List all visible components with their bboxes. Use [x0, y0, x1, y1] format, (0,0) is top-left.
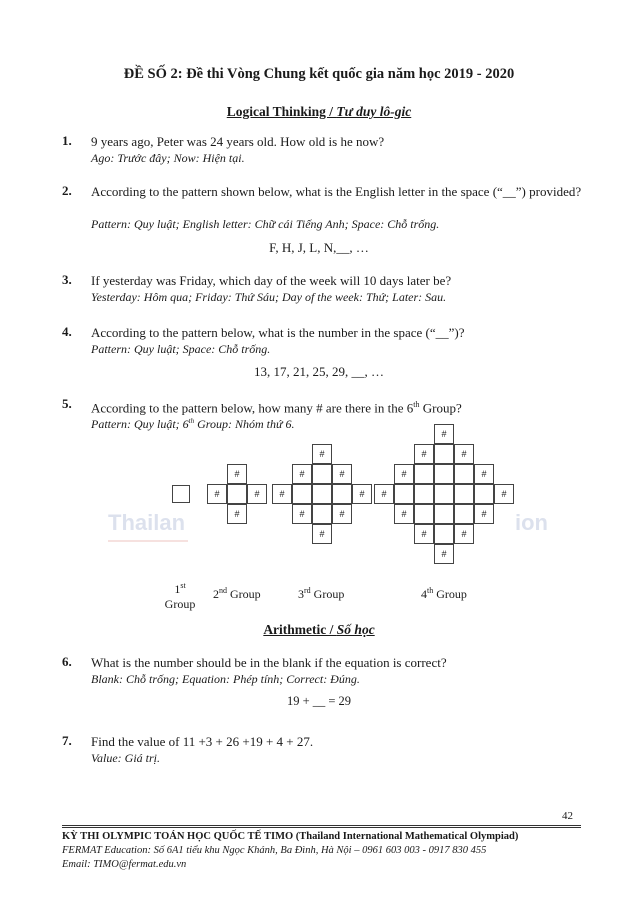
- question-4-text: According to the pattern below, what is the number in the space (“__”)?: [91, 325, 465, 340]
- group-3-label: [298, 586, 344, 602]
- empty-cell: [434, 444, 454, 464]
- question-7-text: Find the value of 11 +3 + 26 +19 + 4 + 27.: [91, 734, 314, 749]
- empty-cell: [394, 484, 414, 504]
- group-2-sup: nd: [219, 586, 227, 595]
- footer-divider: [62, 825, 581, 828]
- empty-cell: [434, 484, 454, 504]
- empty-cell: [312, 464, 332, 484]
- question-5-text-sup: th: [413, 400, 420, 409]
- question-4-translation: Pattern: Quy luật; Space: Chỗ trống.: [91, 342, 271, 356]
- group-4-sup: th: [427, 586, 434, 595]
- footer-line-2: FERMAT Education: Số 6A1 tiểu khu Ngọc Khánh, Ba Đình, Hà Nội – 0961 603 003 - 0917 830 455: [62, 845, 487, 856]
- hash-cell: #: [474, 504, 494, 524]
- hash-cell: #: [247, 484, 267, 504]
- footer-line-3: Email: TIMO@fermat.edu.vn: [62, 859, 187, 870]
- empty-cell: [454, 504, 474, 524]
- hash-cell: #: [332, 504, 352, 524]
- question-4-number: 4.: [62, 324, 72, 339]
- hash-cell: #: [394, 504, 414, 524]
- hash-cell: #: [414, 524, 434, 544]
- question-2-pattern: F, H, J, L, N,__, …: [269, 240, 369, 255]
- page-number: 42: [562, 810, 573, 822]
- group-3-word: Group: [310, 587, 345, 601]
- hash-cell: #: [474, 464, 494, 484]
- hash-cell: #: [374, 484, 394, 504]
- empty-cell: [454, 464, 474, 484]
- question-6-text: What is the number should be in the blank if the equation is correct?: [91, 655, 447, 670]
- group-2-word: Group: [227, 587, 261, 601]
- section-arithmetic-vi: Số học: [336, 622, 375, 637]
- group-4-label: [421, 586, 467, 602]
- group-1-label: [164, 578, 196, 612]
- section-logical-heading: [0, 104, 638, 120]
- hash-cell: #: [454, 444, 474, 464]
- hash-cell: #: [227, 504, 247, 524]
- hash-cell: #: [454, 524, 474, 544]
- empty-cell: [434, 464, 454, 484]
- question-7-number: 7.: [62, 733, 72, 748]
- section-arithmetic-heading: [0, 622, 638, 638]
- question-1-translation: Ago: Trước đây; Now: Hiện tại.: [91, 151, 245, 165]
- question-5-translation-sup: th: [188, 417, 195, 425]
- hash-cell: #: [312, 524, 332, 544]
- question-5-translation-after: Group: Nhóm thứ 6.: [194, 417, 295, 431]
- hash-cell: #: [434, 544, 454, 564]
- group-1-sup: st: [180, 581, 186, 590]
- question-5-translation: [91, 413, 589, 432]
- question-2-translation: Pattern: Quy luật; English letter: Chữ cái Tiếng Anh; Space: Chỗ trống.: [91, 217, 440, 231]
- hash-cell: #: [272, 484, 292, 504]
- hash-cell: #: [227, 464, 247, 484]
- question-5-number: 5.: [62, 396, 72, 411]
- empty-cell: [414, 484, 434, 504]
- section-logical-vi: Tư duy lô-gic: [336, 104, 412, 119]
- question-5-text-before: According to the pattern below, how many # are there in the 6: [91, 400, 414, 416]
- question-2-number: 2.: [62, 183, 72, 198]
- question-3-text: If yesterday was Friday, which day of the week will 10 days later be?: [91, 273, 452, 288]
- empty-cell: [312, 504, 332, 524]
- empty-cell: [474, 484, 494, 504]
- empty-cell: [414, 504, 434, 524]
- empty-cell: [312, 484, 332, 504]
- question-3-translation: Yesterday: Hôm qua; Friday: Thứ Sáu; Day of the week: Thứ; Later: Sau.: [91, 290, 447, 304]
- section-logical-en: Logical Thinking /: [226, 104, 337, 119]
- group-3-num: 3: [298, 587, 304, 601]
- footer-line-1: KỲ THI OLYMPIC TOÁN HỌC QUỐC TẾ TIMO (Thailand International Mathematical Olympiad): [62, 831, 519, 842]
- question-6-number: 6.: [62, 654, 72, 669]
- question-1-number: 1.: [62, 133, 72, 148]
- hash-cell: #: [414, 444, 434, 464]
- hash-cell: #: [494, 484, 514, 504]
- group-3-sup: rd: [304, 586, 311, 595]
- question-5-translation-before: Pattern: Quy luật; 6: [91, 417, 189, 431]
- watermark-left: Thailan: [108, 510, 186, 535]
- group-2-label: [213, 586, 261, 602]
- group-4-word: Group: [433, 587, 467, 601]
- hash-cell: #: [352, 484, 372, 504]
- group-1-box: [172, 485, 190, 503]
- empty-cell: [332, 484, 352, 504]
- question-6-equation: 19 + __ = 29: [286, 694, 352, 708]
- hash-cell: #: [434, 424, 454, 444]
- group-2-num: 2: [213, 587, 219, 601]
- watermark-right: ion: [515, 510, 548, 535]
- hash-cell: #: [292, 464, 312, 484]
- hash-cell: #: [292, 504, 312, 524]
- group-1-num: 1: [174, 582, 181, 596]
- empty-cell: [434, 504, 454, 524]
- question-6-translation: Blank: Chỗ trống; Equation: Phép tính; Correct: Đúng.: [91, 672, 360, 686]
- page-title: ĐỀ SỐ 2: Đề thi Vòng Chung kết quốc gia năm học 2019 - 2020: [123, 66, 515, 82]
- watermark-line: [108, 540, 188, 542]
- question-3-number: 3.: [62, 272, 72, 287]
- question-7-translation: Value: Giá trị.: [91, 751, 160, 765]
- hash-cell: #: [394, 464, 414, 484]
- section-arithmetic-en: Arithmetic /: [263, 622, 337, 637]
- question-4-pattern: 13, 17, 21, 25, 29, __, …: [254, 364, 384, 379]
- question-1-text: 9 years ago, Peter was 24 years old. How old is he now?: [91, 134, 385, 149]
- empty-cell: [227, 484, 247, 504]
- question-5-text-after: Group?: [419, 400, 462, 416]
- empty-cell: [292, 484, 312, 504]
- empty-cell: [454, 484, 474, 504]
- hash-cell: #: [207, 484, 227, 504]
- hash-cell: #: [332, 464, 352, 484]
- question-2-text: According to the pattern shown below, what is the English letter in the space (“__”) provided?: [91, 184, 582, 199]
- hash-cell: #: [312, 444, 332, 464]
- empty-cell: [414, 464, 434, 484]
- empty-cell: [434, 524, 454, 544]
- group-4-num: 4: [421, 587, 427, 601]
- group-1-word: Group: [164, 597, 196, 611]
